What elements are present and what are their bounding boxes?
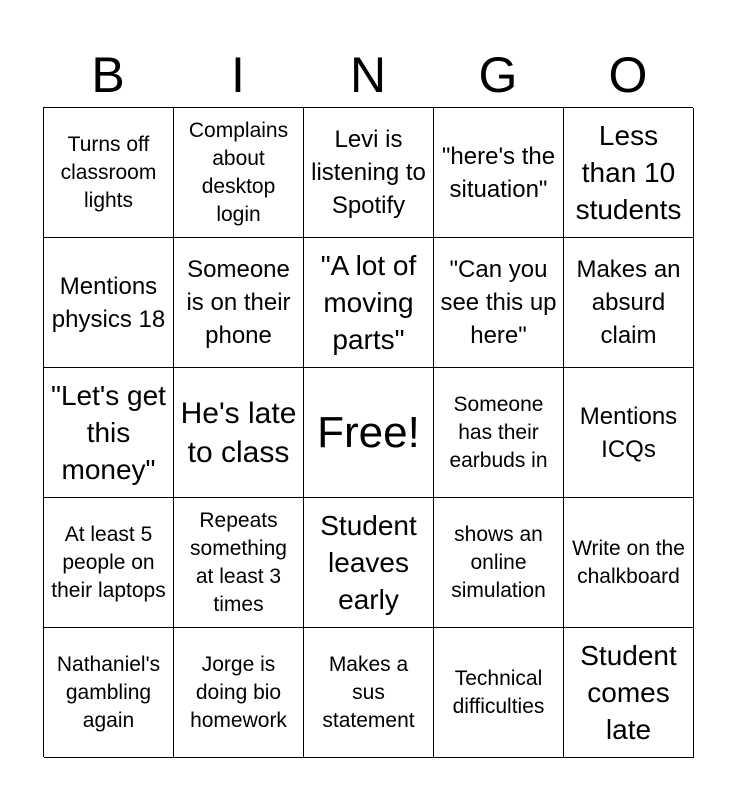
cell-text: Write on the chalkboard xyxy=(572,536,685,588)
free-space-cell[interactable] xyxy=(304,368,434,498)
bingo-cell[interactable] xyxy=(44,108,174,238)
cell-text: Technical difficulties xyxy=(452,666,545,718)
cell-text: Complains about desktop login xyxy=(188,118,289,226)
bingo-cell[interactable] xyxy=(174,628,304,758)
cell-text: Makes an absurd claim xyxy=(576,256,681,349)
bingo-header xyxy=(43,44,693,106)
bingo-cell[interactable] xyxy=(564,628,694,758)
cell-text: Jorge is doing bio homework xyxy=(190,652,287,732)
cell-text: Mentions physics 18 xyxy=(51,272,166,333)
cell-text: "Can you see this up here" xyxy=(440,256,557,349)
bingo-cell[interactable] xyxy=(564,368,694,498)
bingo-board xyxy=(43,107,693,757)
bingo-cell[interactable] xyxy=(304,498,434,628)
bingo-cell[interactable] xyxy=(174,238,304,368)
cell-text: shows an online simulation xyxy=(451,522,546,602)
bingo-cell[interactable] xyxy=(564,108,694,238)
bingo-cell[interactable] xyxy=(434,498,564,628)
bingo-cell[interactable] xyxy=(564,238,694,368)
cell-text: "Let's get this money" xyxy=(51,380,166,485)
header-letter-b: B xyxy=(91,47,125,103)
cell-text: At least 5 people on their laptops xyxy=(51,522,166,602)
bingo-cell[interactable] xyxy=(304,628,434,758)
bingo-cell[interactable] xyxy=(174,368,304,498)
bingo-cell[interactable] xyxy=(44,368,174,498)
bingo-cell[interactable] xyxy=(564,498,694,628)
header-letter-n: N xyxy=(349,47,387,103)
bingo-cell[interactable] xyxy=(304,108,434,238)
bingo-cell[interactable] xyxy=(44,628,174,758)
cell-text: Turns off classroom lights xyxy=(60,132,157,212)
bingo-cell[interactable] xyxy=(434,628,564,758)
bingo-cell[interactable] xyxy=(174,498,304,628)
bingo-cell[interactable] xyxy=(434,238,564,368)
cell-text: Repeats something at least 3 times xyxy=(190,508,287,616)
cell-text: He's late to class xyxy=(180,396,297,469)
cell-text: Someone is on their phone xyxy=(186,256,291,349)
header-letter-g: G xyxy=(478,47,518,103)
cell-text: Nathaniel's gambling again xyxy=(56,652,161,732)
cell-text: Student leaves early xyxy=(320,510,417,615)
cell-text: "A lot of moving parts" xyxy=(320,250,417,355)
bingo-cell[interactable] xyxy=(304,238,434,368)
bingo-cell[interactable] xyxy=(44,498,174,628)
bingo-cell[interactable] xyxy=(174,108,304,238)
cell-text: Less than 10 students xyxy=(575,120,682,225)
cell-text: Makes a sus statement xyxy=(322,652,415,732)
cell-text: Levi is listening to Spotify xyxy=(311,126,426,219)
header-letter-o: O xyxy=(608,47,648,103)
cell-text: "here's the situation" xyxy=(441,142,556,203)
bingo-cell[interactable] xyxy=(434,108,564,238)
header-letter-i: I xyxy=(231,47,245,103)
cell-text: Mentions ICQs xyxy=(579,402,678,463)
free-space-text: Free! xyxy=(317,407,420,457)
cell-text: Student comes late xyxy=(580,640,677,745)
cell-text: Someone has their earbuds in xyxy=(449,392,548,472)
bingo-cell[interactable] xyxy=(44,238,174,368)
bingo-cell[interactable] xyxy=(434,368,564,498)
